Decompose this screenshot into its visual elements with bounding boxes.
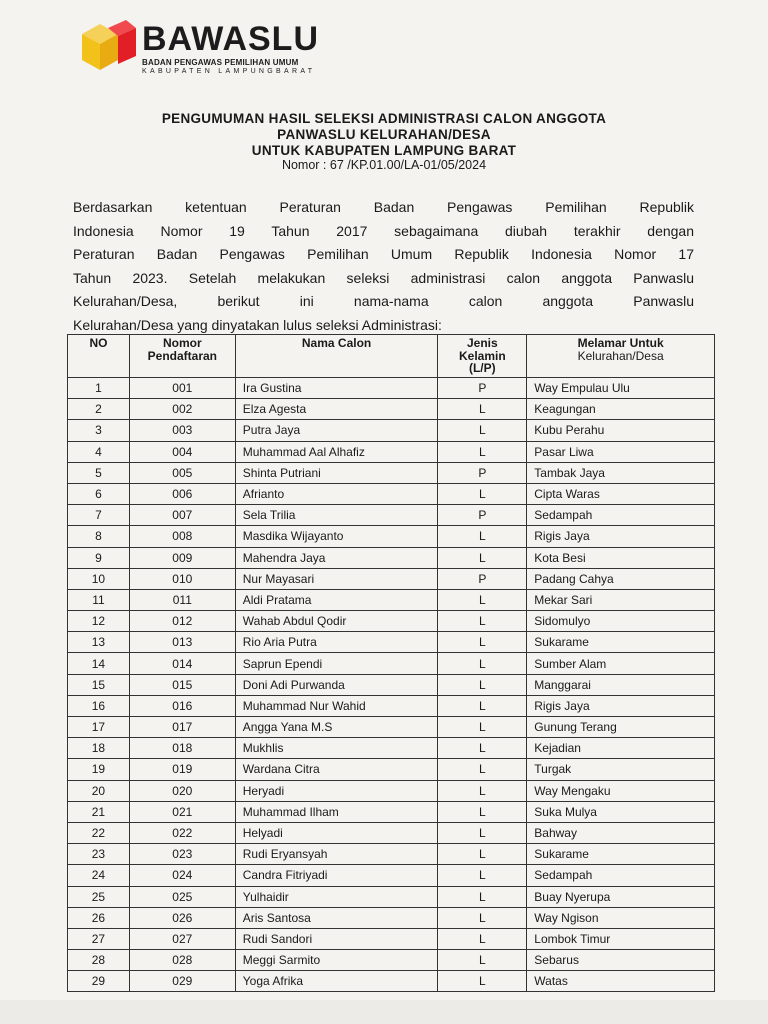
cell-jenis-kelamin: L [438,674,527,695]
cell-jenis-kelamin: L [438,420,527,441]
cell-jenis-kelamin: L [438,950,527,971]
cell-nama-calon: Mukhlis [235,738,438,759]
cell-no: 2 [68,399,130,420]
table-row [68,632,715,653]
cell-jenis-kelamin: P [438,505,527,526]
table-row [68,971,715,992]
cell-jenis-kelamin: L [438,865,527,886]
cell-nama-calon: Afrianto [235,483,438,504]
cell-jenis-kelamin: L [438,653,527,674]
cell-kelurahan: Manggarai [527,674,715,695]
cell-no: 22 [68,822,130,843]
cell-nama-calon: Masdika Wijayanto [235,526,438,547]
cell-kelurahan: Sukarame [527,844,715,865]
cell-no: 25 [68,886,130,907]
cell-no: 9 [68,547,130,568]
cell-nomor-pendaftaran: 003 [129,420,235,441]
table-row [68,547,715,568]
cell-kelurahan: Gunung Terang [527,717,715,738]
page-bottom-edge [0,1000,768,1024]
cell-nama-calon: Elza Agesta [235,399,438,420]
cell-kelurahan: Sukarame [527,632,715,653]
cell-jenis-kelamin: P [438,378,527,399]
cell-nama-calon: Wardana Citra [235,759,438,780]
table-row [68,759,715,780]
cell-no: 24 [68,865,130,886]
cell-no: 4 [68,441,130,462]
cell-nomor-pendaftaran: 024 [129,865,235,886]
cell-nomor-pendaftaran: 026 [129,907,235,928]
cell-kelurahan: Sumber Alam [527,653,715,674]
cell-nama-calon: Heryadi [235,780,438,801]
table-row [68,928,715,949]
cell-nama-calon: Candra Fitriyadi [235,865,438,886]
cell-nama-calon: Rudi Sandori [235,928,438,949]
cell-no: 12 [68,611,130,632]
cell-kelurahan: Turgak [527,759,715,780]
cell-nama-calon: Helyadi [235,822,438,843]
cell-no: 14 [68,653,130,674]
cell-nama-calon: Doni Adi Purwanda [235,674,438,695]
cell-nomor-pendaftaran: 015 [129,674,235,695]
cell-jenis-kelamin: L [438,907,527,928]
table-row [68,653,715,674]
cell-nomor-pendaftaran: 020 [129,780,235,801]
cell-no: 23 [68,844,130,865]
table-row [68,717,715,738]
table-row [68,801,715,822]
header-kelurahan: Melamar Untuk Kelurahan/Desa [527,335,715,378]
cell-nama-calon: Rio Aria Putra [235,632,438,653]
table-row [68,378,715,399]
cell-no: 20 [68,780,130,801]
table-row [68,674,715,695]
cell-kelurahan: Way Empulau Ulu [527,378,715,399]
cell-nomor-pendaftaran: 017 [129,717,235,738]
cell-kelurahan: Kubu Perahu [527,420,715,441]
cell-nomor-pendaftaran: 028 [129,950,235,971]
cell-no: 15 [68,674,130,695]
cell-kelurahan: Rigis Jaya [527,526,715,547]
cell-jenis-kelamin: L [438,822,527,843]
table-row [68,695,715,716]
cell-kelurahan: Kejadian [527,738,715,759]
table-row [68,844,715,865]
cell-nomor-pendaftaran: 025 [129,886,235,907]
cell-nama-calon: Ira Gustina [235,378,438,399]
cell-nama-calon: Nur Mayasari [235,568,438,589]
cell-nomor-pendaftaran: 002 [129,399,235,420]
table-row [68,526,715,547]
cell-jenis-kelamin: L [438,399,527,420]
cell-nomor-pendaftaran: 022 [129,822,235,843]
cell-no: 11 [68,589,130,610]
logo-subtitle-2: KABUPATEN LAMPUNGBARAT [142,68,316,75]
table-row [68,907,715,928]
cell-jenis-kelamin: L [438,589,527,610]
bawaslu-emblem-icon [78,20,138,76]
cell-kelurahan: Way Ngison [527,907,715,928]
table-row [68,738,715,759]
heading-line-1: PENGUMUMAN HASIL SELEKSI ADMINISTRASI CALON ANGGOTA [161,111,607,126]
cell-no: 18 [68,738,130,759]
cell-nama-calon: Muhammad Nur Wahid [235,695,438,716]
table-row [68,483,715,504]
cell-no: 21 [68,801,130,822]
table-row [68,822,715,843]
table-row [68,865,715,886]
bawaslu-logo [78,18,368,80]
header-nama-calon: Nama Calon [235,335,438,378]
cell-jenis-kelamin: L [438,886,527,907]
table-row [68,568,715,589]
paragraph-line: Tahun 2023. Setelah melakukan seleksi administrasi calon anggota Panwaslu [73,269,694,286]
header-nomor-pendaftaran: Nomor Pendaftaran [129,335,235,378]
cell-no: 19 [68,759,130,780]
cell-jenis-kelamin: L [438,759,527,780]
cell-jenis-kelamin: L [438,632,527,653]
cell-no: 29 [68,971,130,992]
cell-no: 27 [68,928,130,949]
cell-kelurahan: Sebarus [527,950,715,971]
table-row [68,505,715,526]
cell-jenis-kelamin: L [438,483,527,504]
cell-nomor-pendaftaran: 009 [129,547,235,568]
cell-kelurahan: Suka Mulya [527,801,715,822]
cell-jenis-kelamin: L [438,526,527,547]
cell-jenis-kelamin: L [438,441,527,462]
cell-kelurahan: Sidomulyo [527,611,715,632]
cell-nama-calon: Mahendra Jaya [235,547,438,568]
cell-no: 16 [68,695,130,716]
cell-jenis-kelamin: L [438,780,527,801]
cell-kelurahan: Mekar Sari [527,589,715,610]
cell-kelurahan: Cipta Waras [527,483,715,504]
cell-nama-calon: Meggi Sarmito [235,950,438,971]
cell-nomor-pendaftaran: 014 [129,653,235,674]
cell-no: 6 [68,483,130,504]
cell-kelurahan: Pasar Liwa [527,441,715,462]
paragraph-line: Peraturan Badan Pengawas Pemilihan Umum Republik Indonesia Nomor 17 [73,246,694,262]
cell-jenis-kelamin: L [438,695,527,716]
cell-nomor-pendaftaran: 013 [129,632,235,653]
cell-nama-calon: Aris Santosa [235,907,438,928]
cell-no: 28 [68,950,130,971]
cell-nomor-pendaftaran: 007 [129,505,235,526]
cell-jenis-kelamin: L [438,547,527,568]
table-body [68,378,715,992]
candidate-table [67,334,715,992]
cell-nomor-pendaftaran: 027 [129,928,235,949]
paragraph-line: Kelurahan/Desa, berikut ini nama-nama calon anggota Panwaslu [73,293,694,309]
cell-jenis-kelamin: L [438,611,527,632]
cell-nomor-pendaftaran: 029 [129,971,235,992]
table-row [68,441,715,462]
logo-brand-text: BAWASLU [142,20,319,58]
cell-no: 17 [68,717,130,738]
cell-no: 8 [68,526,130,547]
cell-jenis-kelamin: L [438,928,527,949]
cell-nama-calon: Sela Trilia [235,505,438,526]
heading-line-2: PANWASLU KELURAHAN/DESA [277,127,491,142]
header-no: NO [68,335,130,378]
cell-kelurahan: Tambak Jaya [527,462,715,483]
cell-nomor-pendaftaran: 008 [129,526,235,547]
table-row [68,886,715,907]
cell-nama-calon: Muhammad Aal Alhafiz [235,441,438,462]
logo-subtitle-1: BADAN PENGAWAS PEMILIHAN UMUM [142,58,299,67]
cell-jenis-kelamin: P [438,568,527,589]
table-row [68,399,715,420]
heading-line-3: UNTUK KABUPATEN LAMPUNG BARAT [251,143,517,158]
cell-nomor-pendaftaran: 006 [129,483,235,504]
cell-nomor-pendaftaran: 019 [129,759,235,780]
cell-no: 7 [68,505,130,526]
cell-no: 26 [68,907,130,928]
cell-no: 10 [68,568,130,589]
document-number: Nomor : 67 /KP.01.00/LA-01/05/2024 [281,158,487,172]
cell-kelurahan: Lombok Timur [527,928,715,949]
cell-nama-calon: Muhammad Ilham [235,801,438,822]
cell-nomor-pendaftaran: 004 [129,441,235,462]
table-row [68,589,715,610]
table-row [68,462,715,483]
cell-nama-calon: Rudi Eryansyah [235,844,438,865]
paragraph-line: Berdasarkan ketentuan Peraturan Badan Pengawas Pemilihan Republik [73,199,694,215]
cell-nama-calon: Wahab Abdul Qodir [235,611,438,632]
cell-no: 3 [68,420,130,441]
cell-no: 5 [68,462,130,483]
cell-nama-calon: Aldi Pratama [235,589,438,610]
paragraph-line: Indonesia Nomor 19 Tahun 2017 sebagaimana diubah terakhir dengan [73,222,694,239]
table-row [68,950,715,971]
cell-kelurahan: Bahway [527,822,715,843]
cell-jenis-kelamin: L [438,738,527,759]
cell-jenis-kelamin: L [438,717,527,738]
cell-kelurahan: Rigis Jaya [527,695,715,716]
cell-kelurahan: Padang Cahya [527,568,715,589]
paragraph-line: Kelurahan/Desa yang dinyatakan lulus seleksi Administrasi: [73,316,442,333]
cell-kelurahan: Buay Nyerupa [527,886,715,907]
intro-paragraph [73,196,694,337]
cell-kelurahan: Sedampah [527,505,715,526]
table-header-row [68,335,715,378]
cell-kelurahan: Way Mengaku [527,780,715,801]
cell-nomor-pendaftaran: 005 [129,462,235,483]
cell-nama-calon: Yulhaidir [235,886,438,907]
table-row [68,611,715,632]
cell-nama-calon: Angga Yana M.S [235,717,438,738]
cell-nomor-pendaftaran: 018 [129,738,235,759]
cell-no: 1 [68,378,130,399]
table-row [68,420,715,441]
cell-nomor-pendaftaran: 023 [129,844,235,865]
cell-jenis-kelamin: L [438,801,527,822]
cell-nomor-pendaftaran: 016 [129,695,235,716]
cell-nama-calon: Shinta Putriani [235,462,438,483]
cell-nama-calon: Putra Jaya [235,420,438,441]
cell-nomor-pendaftaran: 011 [129,589,235,610]
cell-nomor-pendaftaran: 010 [129,568,235,589]
cell-jenis-kelamin: L [438,971,527,992]
cell-kelurahan: Watas [527,971,715,992]
table-row [68,780,715,801]
cell-kelurahan: Keagungan [527,399,715,420]
cell-nomor-pendaftaran: 021 [129,801,235,822]
cell-no: 13 [68,632,130,653]
cell-jenis-kelamin: P [438,462,527,483]
cell-nomor-pendaftaran: 001 [129,378,235,399]
cell-nomor-pendaftaran: 012 [129,611,235,632]
cell-nama-calon: Saprun Ependi [235,653,438,674]
cell-jenis-kelamin: L [438,844,527,865]
cell-kelurahan: Kota Besi [527,547,715,568]
cell-nama-calon: Yoga Afrika [235,971,438,992]
cell-kelurahan: Sedampah [527,865,715,886]
header-jenis-kelamin: Jenis Kelamin (L/P) [438,335,527,378]
